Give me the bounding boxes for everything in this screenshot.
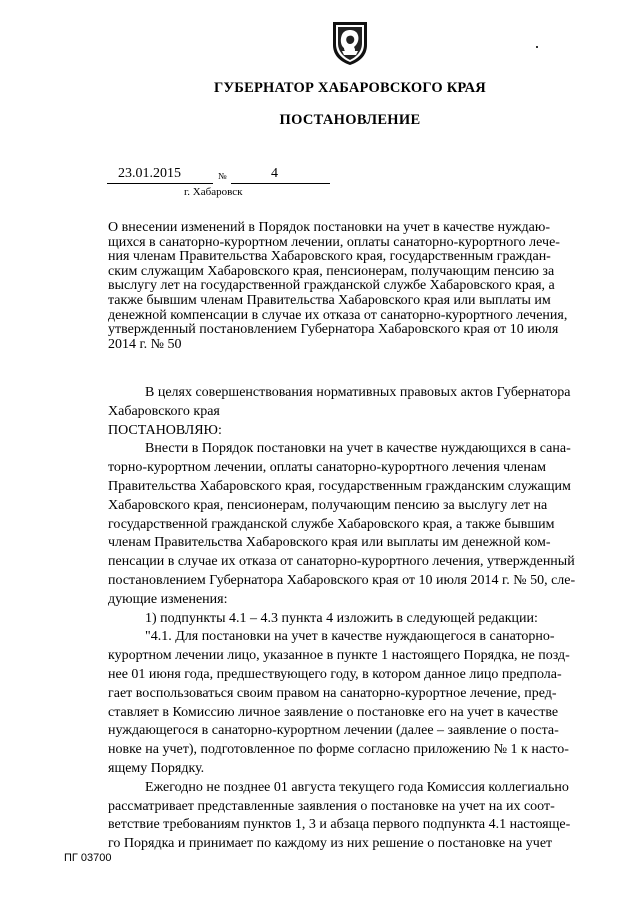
intro-line: государственной гражданской службе Хабаровского края, а также бывшим (108, 516, 555, 532)
intro-line: постановлением Губернатора Хабаровского края от 10 июля 2014 г. № 50, сле- (108, 572, 576, 588)
intro-line: дующие изменения: (108, 591, 228, 607)
document-subject (108, 221, 610, 352)
document-city: г. Хабаровск (184, 186, 243, 198)
preamble-line: Хабаровского края (108, 403, 220, 419)
subject-line: 2014 г. № 50 (108, 336, 182, 352)
subject-line: щихся в санаторно-курортном лечении, оплаты санаторно-курортного лече- (108, 234, 560, 250)
form-code: ПГ 03700 (64, 852, 112, 864)
document-number: 4 (271, 166, 278, 181)
clause-4-1-line: нуждающегося в санаторно-курортном лечении (далее – заявление о поста- (108, 723, 559, 739)
clause-4-1-line: ставляет в Комиссию личное заявление о постановке его на учет в качестве (108, 704, 559, 720)
subject-line: утвержденный постановлением Губернатора Хабаровского края от 10 июля (108, 322, 559, 338)
clause-4-1-line: гает воспользоваться своим правом на санаторно-курортное лечение, пред- (108, 685, 557, 701)
date-underline (107, 183, 213, 184)
intro-line: Внести в Порядок постановки на учет в качестве нуждающихся в сана- (145, 441, 571, 457)
subject-line: ния членам Правительства Хабаровского края, государственным граждан- (108, 249, 551, 265)
intro-line: Хабаровского края, пенсионерам, получающим пенсию за выслугу лет на (108, 497, 548, 513)
subject-line: денежной компенсации в случае их отказа от санаторно-курортного лечения, (108, 307, 568, 323)
scan-speck (536, 46, 538, 48)
clause-4-1-line: "4.1. Для постановки на учет в качестве нуждающегося в санаторно- (145, 629, 555, 645)
document-date: 23.01.2015 (118, 166, 181, 181)
intro-line: пенсации в случае их отказа от санаторно-курортного лечения, утвержденный (108, 554, 575, 570)
annual-line: рассматривает представленные заявления о постановке на учет на их соот- (108, 798, 555, 814)
subject-line: также бывшим членам Правительства Хабаровского края или выплаты им (108, 292, 551, 308)
preamble-line: В целях совершенствования нормативных правовых актов Губернатора (145, 385, 571, 400)
clause-4-1-line: курортном лечении лицо, указанное в пункте 1 настоящего Порядка, не позд- (108, 648, 570, 664)
clause-4-1-line: ящему Порядку. (108, 760, 205, 776)
intro-line: торно-курортном лечении, оплаты санаторно-курортного лечения членам (108, 460, 546, 476)
issuer-title: ГУБЕРНАТОР ХАБАРОВСКОГО КРАЯ (214, 80, 486, 96)
subject-line: выслугу лет на государственной гражданской службе Хабаровского края, а (108, 278, 555, 294)
annual-line: Ежегодно не позднее 01 августа текущего года Комиссия коллегиально (145, 779, 569, 795)
document-type: ПОСТАНОВЛЕНИЕ (279, 112, 421, 128)
resolve-heading: ПОСТАНОВЛЯЮ: (108, 422, 222, 438)
clause-4-1-line: нее 01 июня года, предшествующего году, в котором данное лицо предпола- (108, 666, 562, 682)
number-underline (231, 183, 330, 184)
annual-line: ветствие требованиям пунктов 1, 3 и абзаца первого подпункта 4.1 настояще- (108, 817, 571, 833)
coat-of-arms-emblem (329, 19, 371, 66)
subject-line: ским служащим Хабаровского края, пенсионерам, получающим пенсию за (108, 263, 555, 279)
number-sign: № (218, 171, 227, 181)
intro-line: Правительства Хабаровского края, государственным гражданским служащим (108, 478, 571, 494)
document-body (108, 384, 610, 854)
item-1: 1) подпункты 4.1 – 4.3 пункта 4 изложить в следующей редакции: (145, 610, 538, 626)
intro-line: членам Правительства Хабаровского края или выплаты им денежной ком- (108, 535, 551, 551)
annual-line: го Порядка и принимает по каждому из них решение о постановке на учет (108, 836, 553, 852)
khabarovsk-shield-icon (329, 19, 371, 66)
subject-line: О внесении изменений в Порядок постановки на учет в качестве нуждаю- (108, 220, 551, 235)
clause-4-1-line: новке на учет), подготовленное по форме согласно приложению № 1 к насто- (108, 742, 569, 758)
